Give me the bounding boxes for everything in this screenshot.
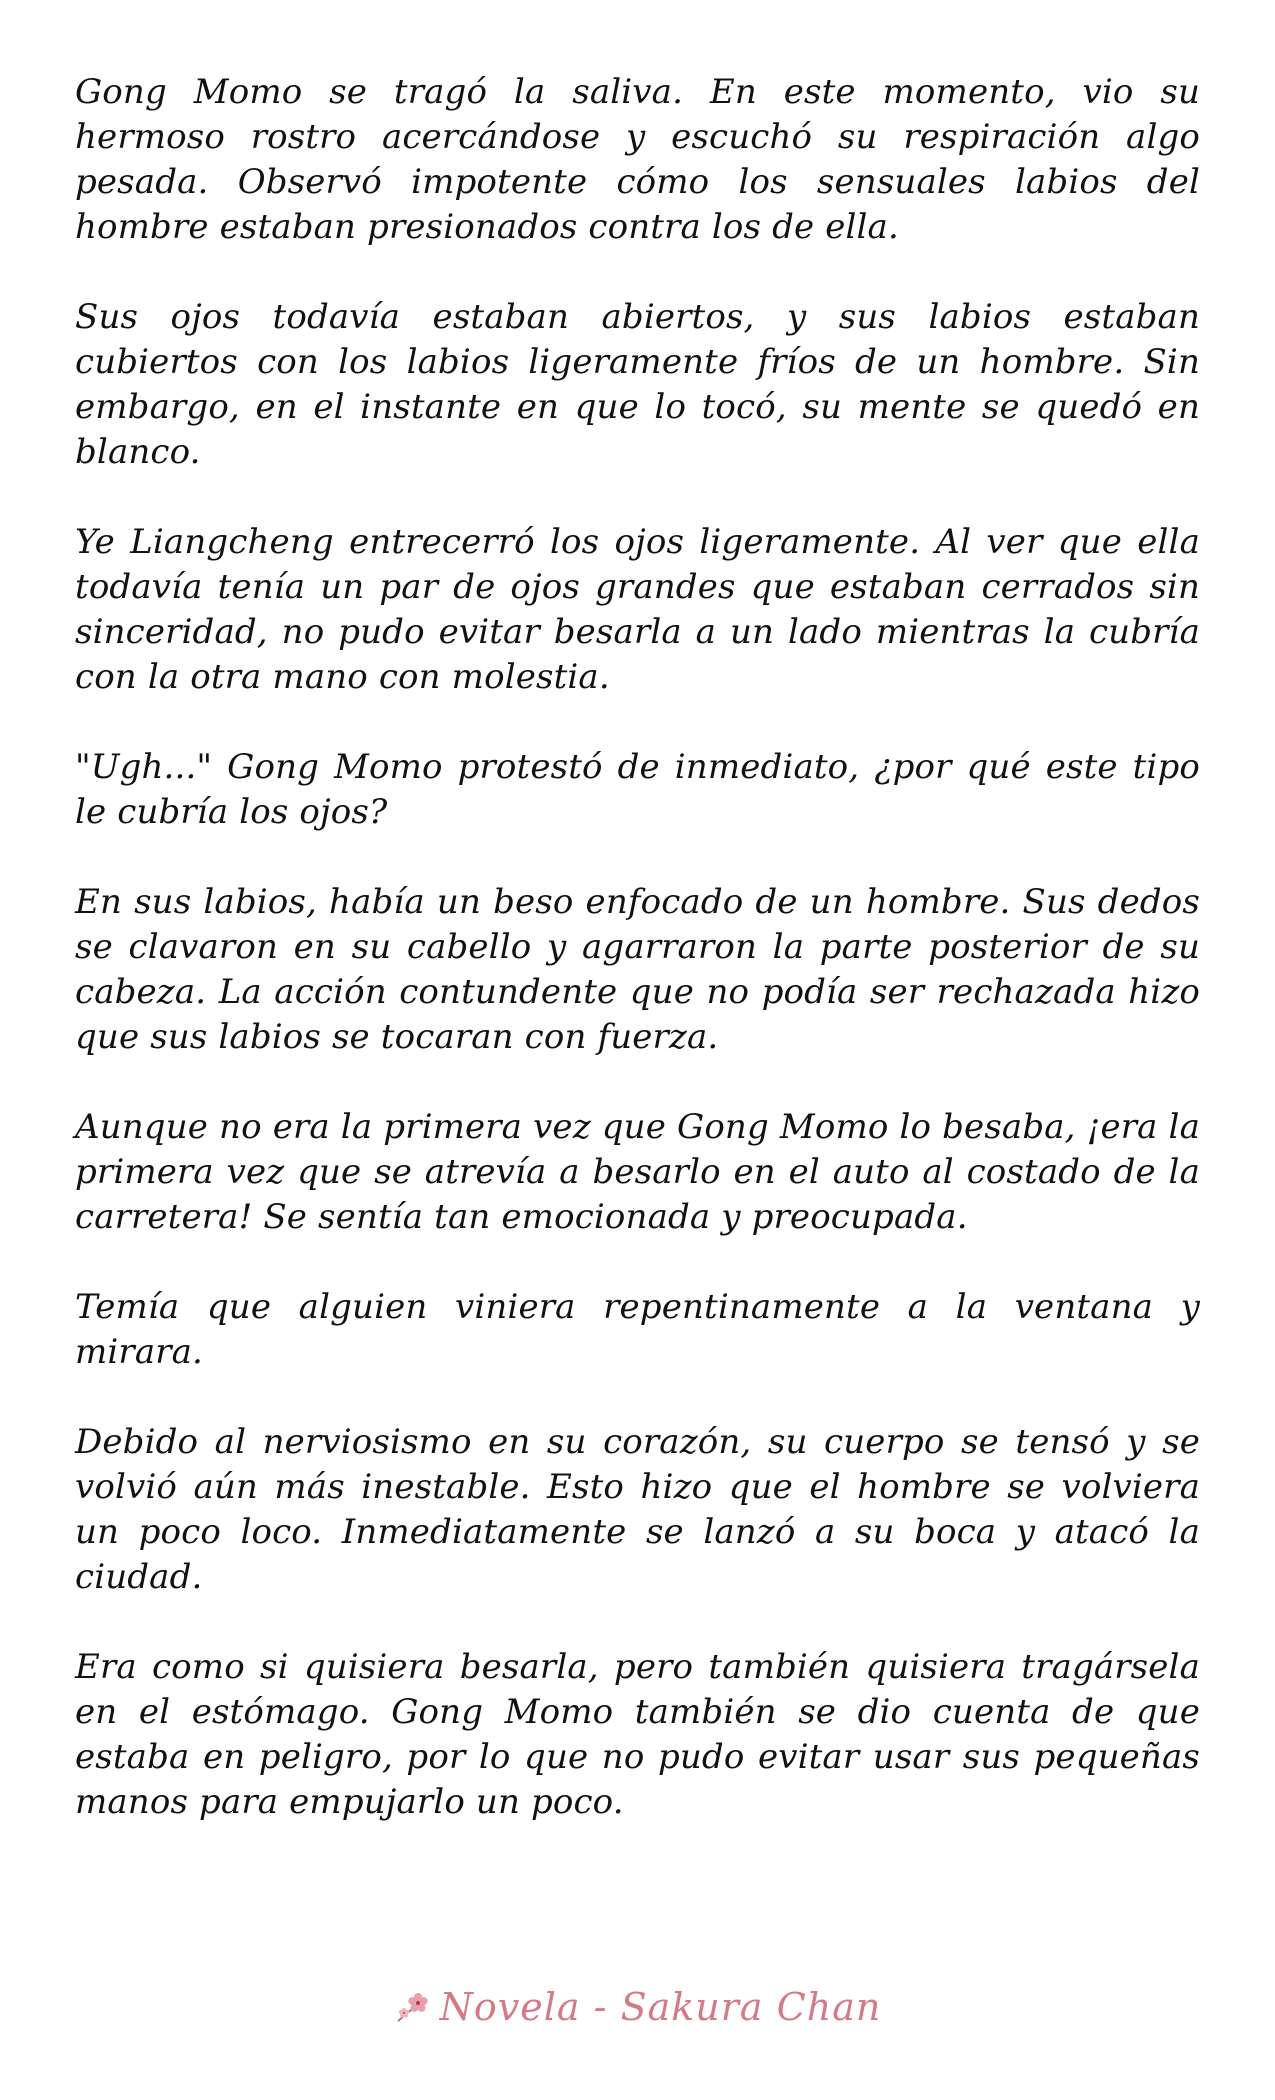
footer-watermark [394,1985,882,2029]
paragraph-5: En sus labios, había un beso enfocado de un hombre. Sus dedos se clavaron en su cabello y agarraron la parte posterior de su cabeza. La acción contundente que no podía ser rechazada hizo que sus labios se tocaran con fuerza. [75,882,1200,1057]
paragraph-1: Gong Momo se tragó la saliva. En este momento, vio su hermoso rostro acercándose y escuchó su respiración algo pesada. Observó impotente cómo los sensuales labios del hombre estaban presionados contra los de ella. [75,72,1200,247]
paragraph-9: Era como si quisiera besarla, pero también quisiera tragársela en el estómago. Gong Momo también se dio cuenta de que estaba en peligro, por lo que no pudo evitar usar sus pequeñas manos para empujarlo un poco. [75,1647,1200,1822]
sakura-flower-icon [394,1989,434,2025]
watermark-text: Novela - Sakura Chan [439,1985,882,2029]
paragraph-4: "Ugh..." Gong Momo protestó de inmediato, ¿por qué este tipo le cubría los ojos? [75,747,1200,832]
paragraph-8: Debido al nerviosismo en su corazón, su cuerpo se tensó y se volvió aún más inestable. Esto hizo que el hombre se volviera un poco loco. Inmediatamente se lanzó a su boca y atacó la ciudad. [75,1422,1200,1597]
paragraph-6: Aunque no era la primera vez que Gong Momo lo besaba, ¡era la primera vez que se atrevía a besarlo en el auto al costado de la carretera! Se sentía tan emocionada y preocupada. [75,1107,1200,1237]
paragraph-7: Temía que alguien viniera repentinamente a la ventana y mirara. [75,1287,1200,1372]
document-body [75,70,1200,1870]
paragraph-3: Ye Liangcheng entrecerró los ojos ligeramente. Al ver que ella todavía tenía un par de ojos grandes que estaban cerrados sin sinceridad, no pudo evitar besarla a un lado mientras la cubría con la otra mano con molestia. [75,522,1200,697]
paragraph-2: Sus ojos todavía estaban abiertos, y sus labios estaban cubiertos con los labios ligeramente fríos de un hombre. Sin embargo, en el instante en que lo tocó, su mente se quedó en blanco. [75,297,1200,472]
footer [0,1985,1275,2030]
